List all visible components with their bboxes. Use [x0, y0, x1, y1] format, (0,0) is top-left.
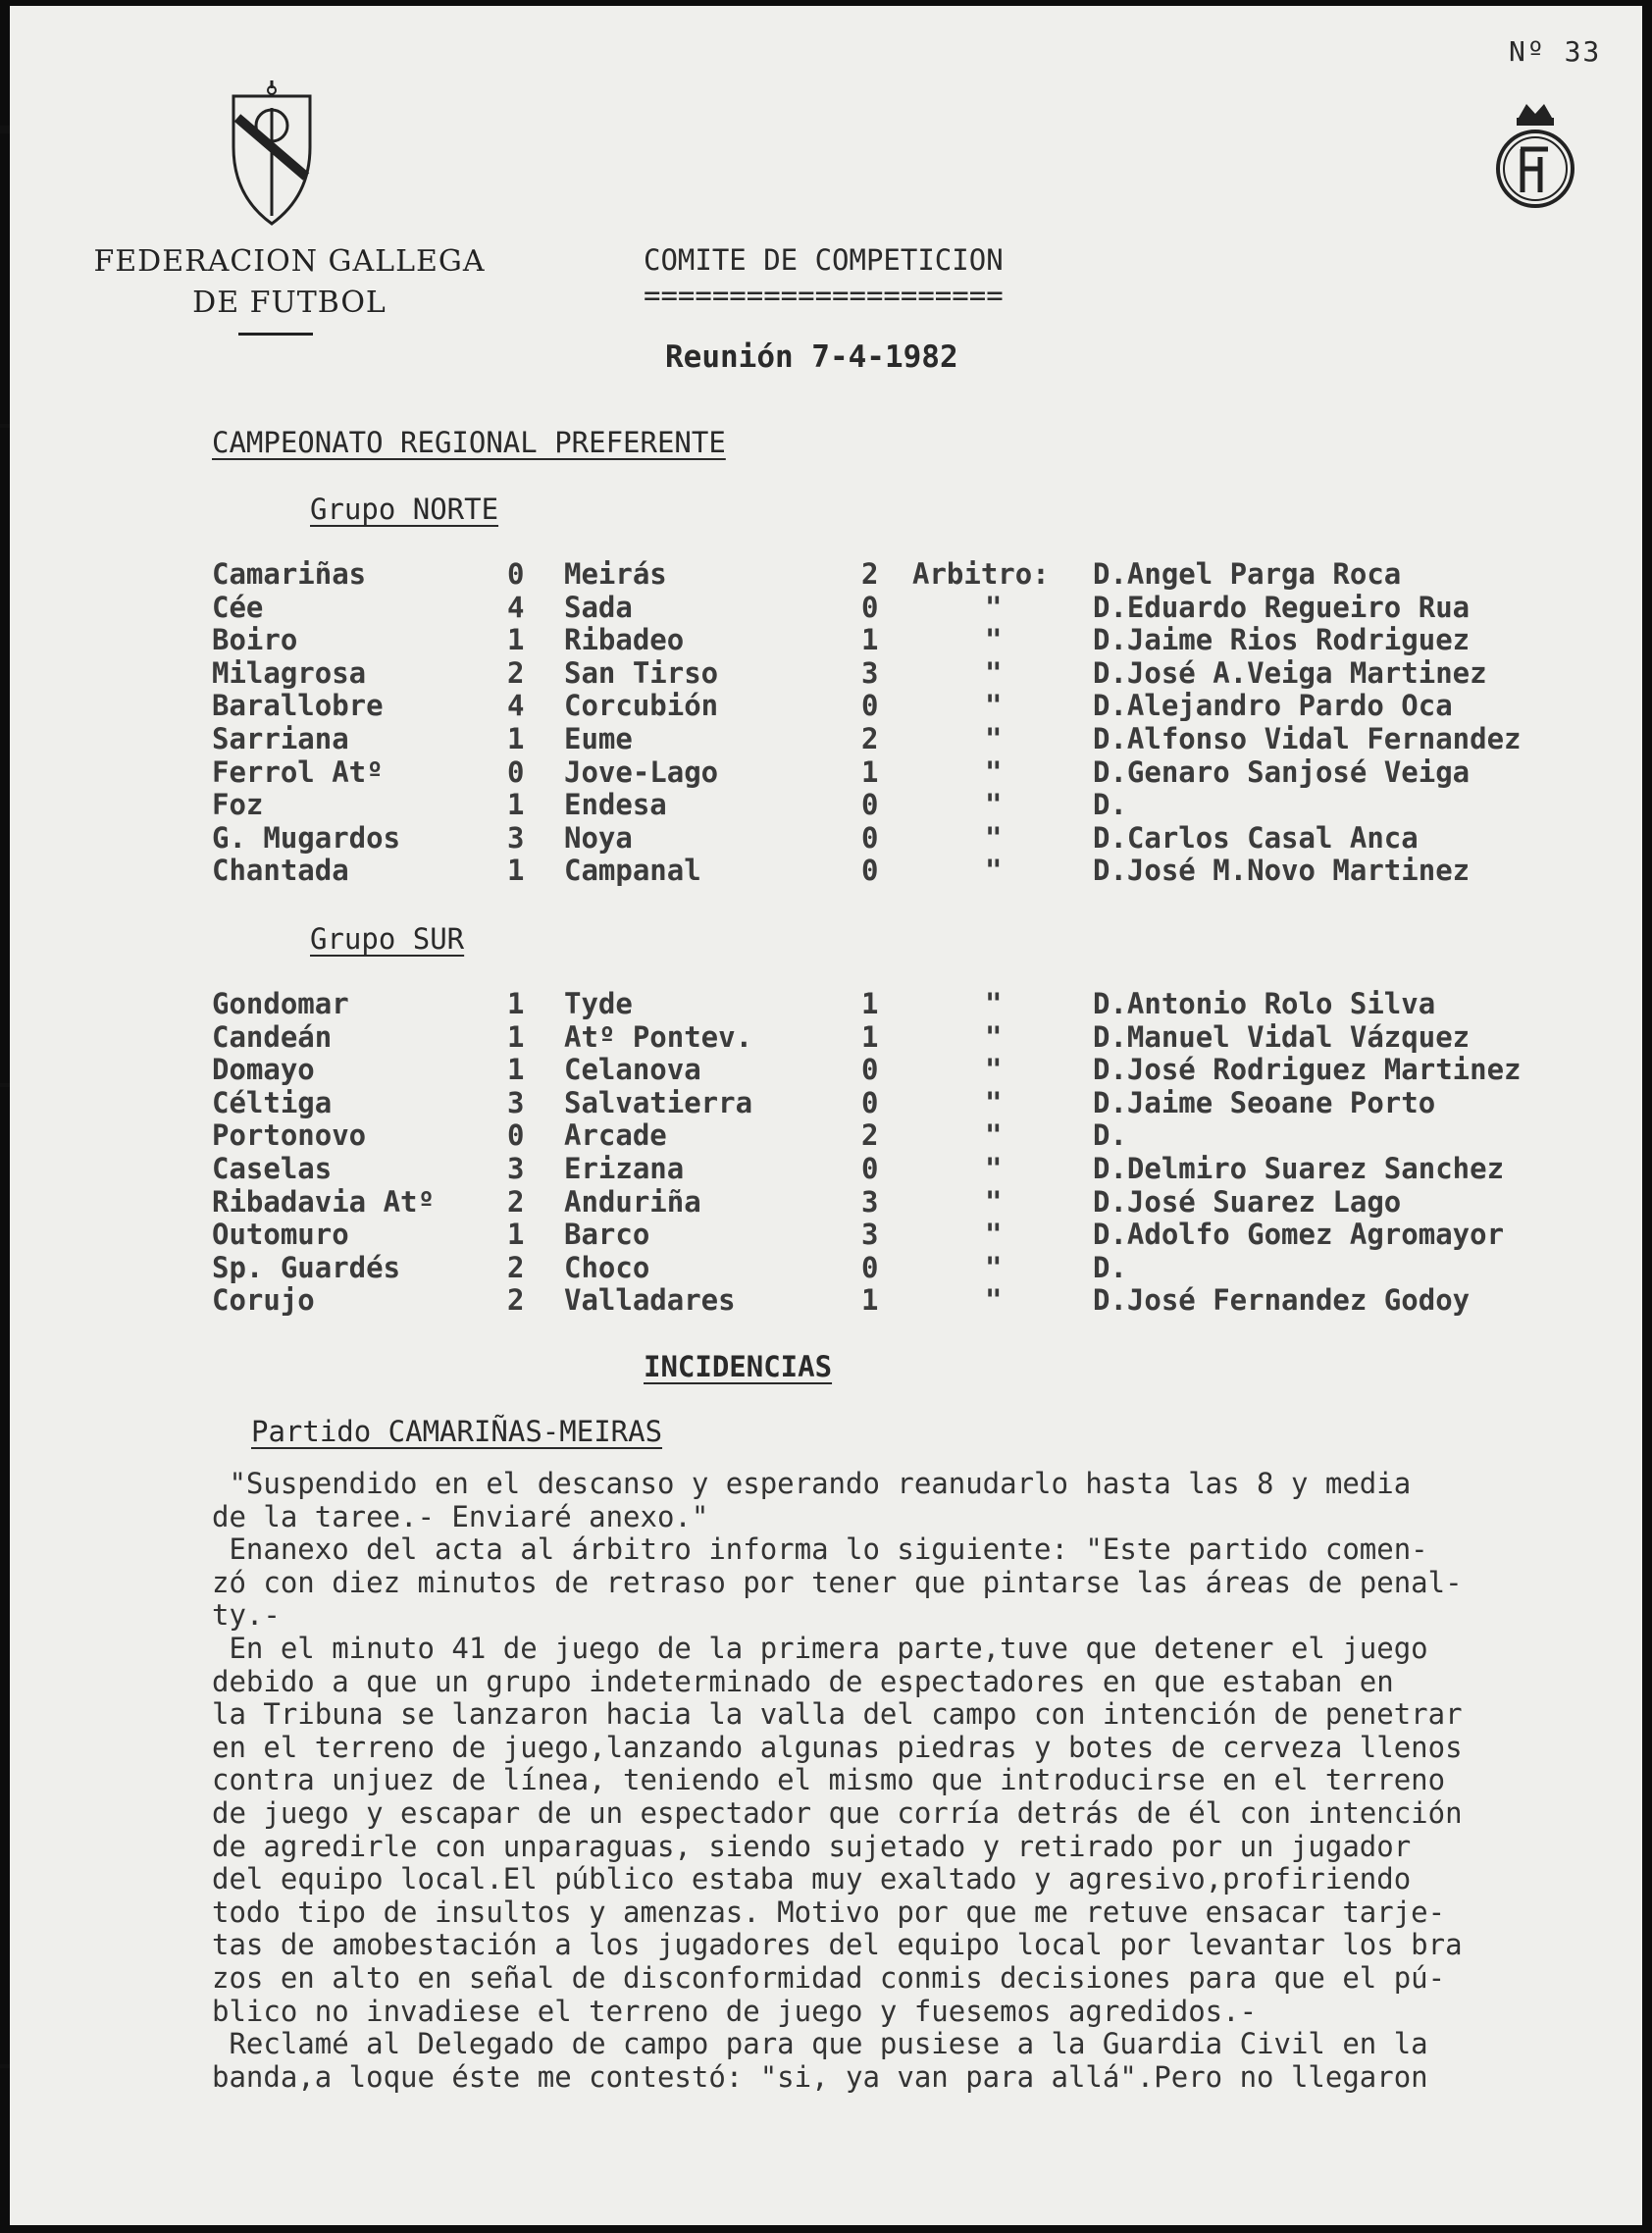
home-team: Céltiga — [212, 1085, 333, 1119]
result-row — [10, 1218, 1642, 1251]
report-line: ty.- — [212, 1598, 281, 1633]
away-team: Barco — [564, 1218, 650, 1252]
away-team: Corcubión — [564, 689, 719, 723]
away-team: Anduriña — [564, 1184, 701, 1219]
referee-label: " — [985, 1118, 1003, 1153]
result-row — [10, 591, 1642, 624]
home-team: Gondomar — [212, 987, 349, 1020]
referee-name: D.Genaro Sanjosé Veiga — [1093, 754, 1471, 789]
referee-name: D.Antonio Rolo Silva — [1093, 987, 1436, 1020]
referee-label: " — [985, 590, 1003, 624]
federation-name-line2: DE FUTBOL — [192, 286, 387, 320]
referee-label: " — [985, 1019, 1003, 1054]
referee-name: D.Angel Parga Roca — [1093, 557, 1402, 591]
referee-name: D.Manuel Vidal Vázquez — [1093, 1019, 1471, 1054]
away-score: 0 — [861, 788, 879, 822]
report-line: contra unjuez de línea, teniendo el mismo que introducirse en el terreno — [212, 1763, 1446, 1797]
away-team: Atº Pontev. — [564, 1019, 753, 1054]
result-row — [10, 623, 1642, 656]
home-score: 2 — [507, 1184, 525, 1219]
referee-label: " — [985, 623, 1003, 657]
referee-name: D.José Rodriguez Martinez — [1093, 1053, 1522, 1087]
away-team: Arcade — [564, 1118, 667, 1153]
report-line: "Suspendido en el descanso y esperando reanudarlo hasta las 8 y media — [212, 1467, 1412, 1500]
home-score: 4 — [507, 590, 525, 624]
away-score: 0 — [861, 689, 879, 723]
away-score: 0 — [861, 1085, 879, 1119]
home-team: Boiro — [212, 623, 298, 657]
referee-name: D.Jaime Rios Rodriguez — [1093, 623, 1471, 657]
home-score: 1 — [507, 1019, 525, 1054]
referee-name: D.Adolfo Gomez Agromayor — [1093, 1218, 1505, 1252]
home-team: Cée — [212, 590, 264, 624]
result-row — [10, 557, 1642, 591]
incident-report-text — [212, 1468, 1642, 2094]
referee-name: D.Eduardo Regueiro Rua — [1093, 590, 1471, 624]
report-line: debido a que un grupo indeterminado de espectadores en que estaban en — [212, 1664, 1394, 1698]
result-row — [10, 788, 1642, 821]
home-score: 3 — [507, 1152, 525, 1185]
referee-label: " — [985, 655, 1003, 690]
report-line: blico no invadiese el terreno de juego y fuesemos agredidos.- — [212, 1994, 1258, 2028]
away-score: 3 — [861, 655, 879, 690]
referee-label: " — [985, 1053, 1003, 1087]
championship-title: CAMPEONATO REGIONAL PREFERENTE — [212, 426, 726, 459]
home-score: 1 — [507, 722, 525, 755]
away-score: 0 — [861, 1053, 879, 1087]
referee-name: D.Delmiro Suarez Sanchez — [1093, 1152, 1505, 1185]
home-team: Ribadavia Atº — [212, 1184, 435, 1219]
result-row — [10, 987, 1642, 1020]
referee-label: " — [985, 987, 1003, 1020]
away-score: 0 — [861, 590, 879, 624]
home-team: Caselas — [212, 1152, 333, 1185]
away-score: 1 — [861, 1019, 879, 1054]
document-number: Nº 33 — [1509, 35, 1602, 68]
referee-name: D.José Suarez Lago — [1093, 1184, 1402, 1219]
result-row — [10, 1185, 1642, 1219]
referee-label: " — [985, 754, 1003, 789]
away-score: 2 — [861, 1118, 879, 1153]
home-score: 0 — [507, 754, 525, 789]
away-team: Tyde — [564, 987, 633, 1020]
result-row — [10, 1118, 1642, 1152]
federation-crest-icon — [228, 78, 316, 228]
result-row — [10, 1152, 1642, 1185]
document-page — [10, 6, 1642, 2225]
home-team: Foz — [212, 788, 264, 822]
away-score: 0 — [861, 820, 879, 855]
report-line: de agredirle con unparaguas, siendo sujetado y retirado por un jugador — [212, 1829, 1412, 1863]
referee-name: D.Alejandro Pardo Oca — [1093, 689, 1453, 723]
referee-name: D.José M.Novo Martinez — [1093, 854, 1471, 888]
home-score: 1 — [507, 1053, 525, 1087]
home-team: Outomuro — [212, 1218, 349, 1252]
home-score: 1 — [507, 623, 525, 657]
home-score: 3 — [507, 1085, 525, 1119]
referee-name: D.Jaime Seoane Porto — [1093, 1085, 1436, 1119]
result-row — [10, 722, 1642, 755]
royal-federation-crest-icon — [1493, 98, 1577, 216]
referee-label: " — [985, 854, 1003, 888]
report-line: banda,a loque éste me contestó: "si, ya van para allá".Pero no llegaron — [212, 2059, 1428, 2094]
incidencias-title: INCIDENCIAS — [644, 1350, 833, 1383]
referee-name: D.José A.Veiga Martinez — [1093, 655, 1487, 690]
report-line: tas de amobestación a los jugadores del equipo local por levantar los bra — [212, 1928, 1463, 1962]
referee-label: " — [985, 722, 1003, 755]
referee-label: " — [985, 1085, 1003, 1119]
home-score: 1 — [507, 788, 525, 822]
federation-underline — [238, 333, 313, 336]
report-line: En el minuto 41 de juego de la primera parte,tuve que detener el juego — [212, 1631, 1428, 1665]
home-team: G. Mugardos — [212, 820, 401, 855]
result-row — [10, 755, 1642, 789]
result-row — [10, 1251, 1642, 1284]
report-line: la Tribuna se lanzaron hacia la valla del campo con intención de penetrar — [212, 1697, 1463, 1732]
home-score: 2 — [507, 655, 525, 690]
referee-label: " — [985, 1184, 1003, 1219]
away-score: 0 — [861, 1250, 879, 1284]
home-team: Barallobre — [212, 689, 384, 723]
home-score: 1 — [507, 987, 525, 1020]
away-score: 1 — [861, 1283, 879, 1318]
report-line: Reclamé al Delegado de campo para que pusiese a la Guardia Civil en la — [212, 2027, 1428, 2061]
match-title: Partido CAMARIÑAS-MEIRAS — [251, 1415, 663, 1448]
report-line: Enanexo del acta al árbitro informa lo siguiente: "Este partido comen- — [212, 1532, 1428, 1567]
referee-label: " — [985, 1218, 1003, 1252]
away-score: 3 — [861, 1184, 879, 1219]
away-team: Ribadeo — [564, 623, 685, 657]
home-score: 2 — [507, 1283, 525, 1318]
referee-label: " — [985, 788, 1003, 822]
home-score: 4 — [507, 689, 525, 723]
home-score: 2 — [507, 1250, 525, 1284]
away-team: Eume — [564, 722, 633, 755]
away-score: 2 — [861, 557, 879, 591]
report-line: en el terreno de juego,lanzando algunas piedras y botes de cerveza llenos — [212, 1730, 1463, 1764]
referee-name: D. — [1093, 1250, 1127, 1284]
referee-label: " — [985, 689, 1003, 723]
home-score: 1 — [507, 854, 525, 888]
federation-name — [69, 241, 510, 324]
federation-name-line1: FEDERACION GALLEGA — [93, 244, 486, 279]
home-score: 3 — [507, 820, 525, 855]
referee-label: " — [985, 1152, 1003, 1185]
away-team: Jove-Lago — [564, 754, 719, 789]
home-team: Chantada — [212, 854, 349, 888]
home-score: 0 — [507, 557, 525, 591]
away-team: Salvatierra — [564, 1085, 753, 1119]
home-team: Domayo — [212, 1053, 315, 1087]
result-row — [10, 656, 1642, 690]
away-score: 0 — [861, 1152, 879, 1185]
referee-label: " — [985, 820, 1003, 855]
away-team: Meirás — [564, 557, 667, 591]
home-score: 1 — [507, 1218, 525, 1252]
group-norte-title: Grupo NORTE — [310, 493, 499, 526]
report-line: zos en alto en señal de disconformidad conmis decisiones para que el pú- — [212, 1960, 1446, 1995]
home-team: Corujo — [212, 1283, 315, 1318]
away-team: Erizana — [564, 1152, 685, 1185]
result-row — [10, 1053, 1642, 1086]
result-row — [10, 1020, 1642, 1054]
home-team: Candeán — [212, 1019, 333, 1054]
away-team: Valladares — [564, 1283, 736, 1318]
away-score: 0 — [861, 854, 879, 888]
result-row — [10, 854, 1642, 887]
group-sur-title: Grupo SUR — [310, 922, 465, 956]
home-team: Portonovo — [212, 1118, 367, 1153]
home-team: Milagrosa — [212, 655, 367, 690]
referee-name: D.Alfonso Vidal Fernandez — [1093, 722, 1522, 755]
report-line: zó con diez minutos de retraso por tener que pintarse las áreas de penal- — [212, 1565, 1463, 1599]
report-line: de la taree.- Enviaré anexo." — [212, 1499, 709, 1533]
referee-name: D. — [1093, 788, 1127, 822]
referee-label: " — [985, 1283, 1003, 1318]
result-row — [10, 821, 1642, 855]
result-row — [10, 1086, 1642, 1119]
meeting-date: Reunión 7-4-1982 — [665, 339, 958, 375]
away-team: Sada — [564, 590, 633, 624]
home-team: Ferrol Atº — [212, 754, 384, 789]
referee-name: D.Carlos Casal Anca — [1093, 820, 1419, 855]
home-team: Sp. Guardés — [212, 1250, 401, 1284]
away-team: Choco — [564, 1250, 650, 1284]
referee-name: D. — [1093, 1118, 1127, 1153]
committee-rule: ===================== — [644, 279, 1004, 312]
home-team: Sarriana — [212, 722, 349, 755]
report-line: todo tipo de insultos y amenzas. Motivo por que me retuve ensacar tarje- — [212, 1895, 1446, 1929]
away-team: Campanal — [564, 854, 701, 888]
away-team: Celanova — [564, 1053, 701, 1087]
away-team: Endesa — [564, 788, 667, 822]
report-line: de juego y escapar de un espectador que corría detrás de él con intención — [212, 1795, 1463, 1830]
away-team: San Tirso — [564, 655, 719, 690]
away-score: 2 — [861, 722, 879, 755]
away-score: 3 — [861, 1218, 879, 1252]
result-row — [10, 1283, 1642, 1317]
referee-label: " — [985, 1250, 1003, 1284]
away-score: 1 — [861, 754, 879, 789]
home-team: Camariñas — [212, 557, 367, 591]
away-score: 1 — [861, 987, 879, 1020]
report-line: del equipo local.El público estaba muy exaltado y agresivo,profiriendo — [212, 1862, 1412, 1896]
away-team: Noya — [564, 820, 633, 855]
home-score: 0 — [507, 1118, 525, 1153]
committee-title: COMITE DE COMPETICION — [644, 243, 1004, 277]
away-score: 1 — [861, 623, 879, 657]
referee-name: D.José Fernandez Godoy — [1093, 1283, 1471, 1318]
referee-label: Arbitro: — [912, 557, 1050, 591]
result-row — [10, 689, 1642, 722]
